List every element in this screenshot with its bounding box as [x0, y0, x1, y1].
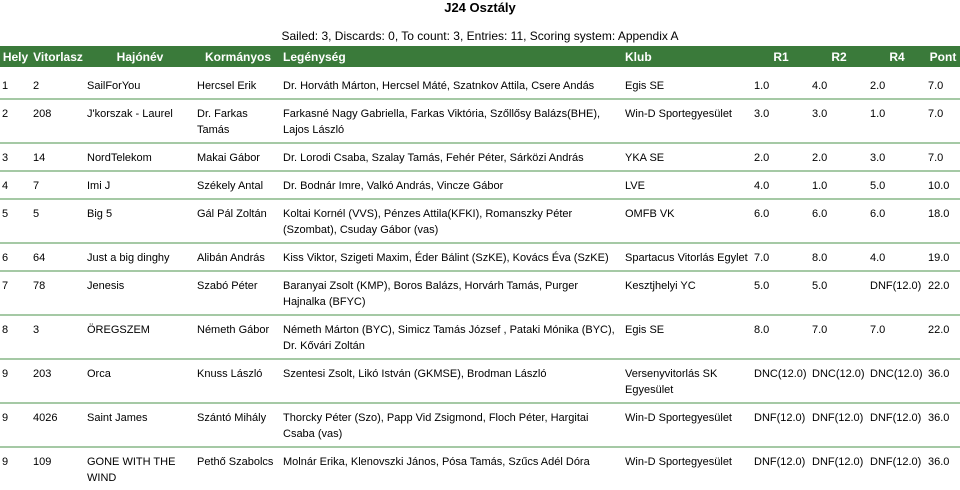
cell-points: 7.0	[926, 144, 960, 170]
cell-club: Kesztjhelyi YC	[623, 272, 752, 314]
cell-crew: Kiss Viktor, Szigeti Maxim, Éder Bálint (SzKE), Kovács Éva (SzKE)	[281, 244, 623, 270]
col-header-r1: R1	[752, 46, 810, 67]
cell-points: 36.0	[926, 404, 960, 446]
cell-points: 10.0	[926, 172, 960, 198]
cell-place: 5	[0, 200, 31, 242]
cell-place: 8	[0, 316, 31, 358]
cell-r2: DNF(12.0)	[810, 448, 868, 490]
table-row	[0, 200, 960, 242]
cell-sail-number: 7	[31, 172, 85, 198]
col-header-boat-name: Hajónév	[85, 46, 195, 67]
col-header-place: Hely	[0, 46, 31, 67]
cell-sail-number: 109	[31, 448, 85, 490]
results-table	[0, 46, 960, 490]
cell-points: 19.0	[926, 244, 960, 270]
cell-helmsman: Pethő Szabolcs	[195, 448, 281, 490]
cell-points: 36.0	[926, 360, 960, 402]
cell-sail-number: 2	[31, 72, 85, 98]
cell-points: 22.0	[926, 316, 960, 358]
cell-r2: 4.0	[810, 72, 868, 98]
col-header-r2: R2	[810, 46, 868, 67]
col-header-crew: Legénység	[281, 46, 623, 67]
cell-r2: 8.0	[810, 244, 868, 270]
cell-r1: DNC(12.0)	[752, 360, 810, 402]
cell-points: 18.0	[926, 200, 960, 242]
cell-sail-number: 3	[31, 316, 85, 358]
cell-r2: 1.0	[810, 172, 868, 198]
cell-helmsman: Dr. Farkas Tamás	[195, 100, 281, 142]
cell-club: Versenyvitorlás SK Egyesület	[623, 360, 752, 402]
table-row	[0, 360, 960, 402]
cell-r4: 6.0	[868, 200, 926, 242]
cell-helmsman: Makai Gábor	[195, 144, 281, 170]
cell-r4: DNF(12.0)	[868, 448, 926, 490]
results-summary: Sailed: 3, Discards: 0, To count: 3, Entries: 11, Scoring system: Appendix A	[281, 29, 679, 43]
cell-points: 22.0	[926, 272, 960, 314]
cell-helmsman: Szabó Péter	[195, 272, 281, 314]
table-row	[0, 272, 960, 314]
cell-r2: 2.0	[810, 144, 868, 170]
cell-club: Spartacus Vitorlás Egylet	[623, 244, 752, 270]
cell-r4: 3.0	[868, 144, 926, 170]
table-row	[0, 404, 960, 446]
col-header-r4: R4	[868, 46, 926, 67]
cell-points: 7.0	[926, 100, 960, 142]
cell-crew: Dr. Lorodi Csaba, Szalay Tamás, Fehér Péter, Sárközi András	[281, 144, 623, 170]
cell-boat-name: Just a big dinghy	[85, 244, 195, 270]
cell-boat-name: Imi J	[85, 172, 195, 198]
cell-sail-number: 5	[31, 200, 85, 242]
cell-crew: Molnár Erika, Klenovszki János, Pósa Tamás, Szűcs Adél Dóra	[281, 448, 623, 490]
cell-club: LVE	[623, 172, 752, 198]
cell-r2: DNC(12.0)	[810, 360, 868, 402]
cell-crew: Németh Márton (BYC), Simicz Tamás József , Pataki Mónika (BYC), Dr. Kővári Zoltán	[281, 316, 623, 358]
table-header-row	[0, 46, 960, 67]
cell-r4: 5.0	[868, 172, 926, 198]
cell-club: Egis SE	[623, 316, 752, 358]
cell-points: 7.0	[926, 72, 960, 98]
cell-place: 2	[0, 100, 31, 142]
cell-place: 4	[0, 172, 31, 198]
cell-helmsman: Hercsel Erik	[195, 72, 281, 98]
cell-crew: Dr. Bodnár Imre, Valkó András, Vincze Gábor	[281, 172, 623, 198]
cell-r1: 4.0	[752, 172, 810, 198]
cell-crew: Szentesi Zsolt, Likó István (GKMSE), Brodman László	[281, 360, 623, 402]
table-row	[0, 448, 960, 490]
cell-r1: 5.0	[752, 272, 810, 314]
cell-r4: DNC(12.0)	[868, 360, 926, 402]
cell-r4: DNF(12.0)	[868, 272, 926, 314]
cell-r1: 2.0	[752, 144, 810, 170]
cell-helmsman: Németh Gábor	[195, 316, 281, 358]
cell-boat-name: SailForYou	[85, 72, 195, 98]
col-header-sail-number: Vitorlasz	[31, 46, 85, 67]
cell-place: 9	[0, 360, 31, 402]
cell-boat-name: NordTelekom	[85, 144, 195, 170]
cell-boat-name: Jenesis	[85, 272, 195, 314]
table-row	[0, 72, 960, 98]
table-row	[0, 100, 960, 142]
table-row	[0, 244, 960, 270]
cell-boat-name: Saint James	[85, 404, 195, 446]
col-header-club: Klub	[623, 46, 752, 67]
cell-crew: Dr. Horváth Márton, Hercsel Máté, Szatnkov Attila, Csere Andás	[281, 72, 623, 98]
cell-sail-number: 208	[31, 100, 85, 142]
cell-club: Win-D Sportegyesület	[623, 448, 752, 490]
cell-helmsman: Alibán András	[195, 244, 281, 270]
cell-crew: Koltai Kornél (VVS), Pénzes Attila(KFKI), Romanszky Péter (Szombat), Csuday Gábor (vas)	[281, 200, 623, 242]
cell-club: OMFB VK	[623, 200, 752, 242]
cell-r4: 1.0	[868, 100, 926, 142]
cell-sail-number: 4026	[31, 404, 85, 446]
cell-r1: 1.0	[752, 72, 810, 98]
cell-r2: DNF(12.0)	[810, 404, 868, 446]
cell-boat-name: Orca	[85, 360, 195, 402]
cell-place: 7	[0, 272, 31, 314]
cell-sail-number: 203	[31, 360, 85, 402]
cell-place: 3	[0, 144, 31, 170]
cell-place: 6	[0, 244, 31, 270]
cell-boat-name: ÖREGSZEM	[85, 316, 195, 358]
cell-helmsman: Szántó Mihály	[195, 404, 281, 446]
cell-boat-name: J'korszak - Laurel	[85, 100, 195, 142]
cell-place: 9	[0, 404, 31, 446]
cell-boat-name: GONE WITH THE WIND	[85, 448, 195, 490]
cell-sail-number: 64	[31, 244, 85, 270]
cell-crew: Baranyai Zsolt (KMP), Boros Balázs, Horvárh Tamás, Purger Hajnalka (BFYC)	[281, 272, 623, 314]
cell-helmsman: Gál Pál Zoltán	[195, 200, 281, 242]
cell-r1: DNF(12.0)	[752, 404, 810, 446]
table-row	[0, 316, 960, 358]
cell-boat-name: Big 5	[85, 200, 195, 242]
cell-r1: 3.0	[752, 100, 810, 142]
cell-r4: 2.0	[868, 72, 926, 98]
cell-crew: Farkasné Nagy Gabriella, Farkas Viktória, Szőllősy Balázs(BHE), Lajos László	[281, 100, 623, 142]
cell-club: Win-D Sportegyesület	[623, 100, 752, 142]
cell-points: 36.0	[926, 448, 960, 490]
cell-r1: 8.0	[752, 316, 810, 358]
cell-r2: 5.0	[810, 272, 868, 314]
col-header-helmsman: Kormányos	[195, 46, 281, 67]
cell-r4: 4.0	[868, 244, 926, 270]
cell-sail-number: 14	[31, 144, 85, 170]
table-body	[0, 67, 960, 490]
cell-place: 1	[0, 72, 31, 98]
cell-r4: DNF(12.0)	[868, 404, 926, 446]
cell-r2: 7.0	[810, 316, 868, 358]
cell-helmsman: Székely Antal	[195, 172, 281, 198]
col-header-points: Pont	[926, 46, 960, 67]
cell-place: 9	[0, 448, 31, 490]
table-row	[0, 144, 960, 170]
cell-r1: DNF(12.0)	[752, 448, 810, 490]
cell-r4: 7.0	[868, 316, 926, 358]
page-title: J24 Osztály	[444, 0, 516, 15]
cell-sail-number: 78	[31, 272, 85, 314]
cell-helmsman: Knuss László	[195, 360, 281, 402]
table-row	[0, 172, 960, 198]
cell-club: YKA SE	[623, 144, 752, 170]
cell-r1: 6.0	[752, 200, 810, 242]
cell-club: Win-D Sportegyesület	[623, 404, 752, 446]
cell-r1: 7.0	[752, 244, 810, 270]
cell-r2: 6.0	[810, 200, 868, 242]
cell-club: Egis SE	[623, 72, 752, 98]
cell-r2: 3.0	[810, 100, 868, 142]
cell-crew: Thorcky Péter (Szo), Papp Vid Zsigmond, Floch Péter, Hargitai Csaba (vas)	[281, 404, 623, 446]
